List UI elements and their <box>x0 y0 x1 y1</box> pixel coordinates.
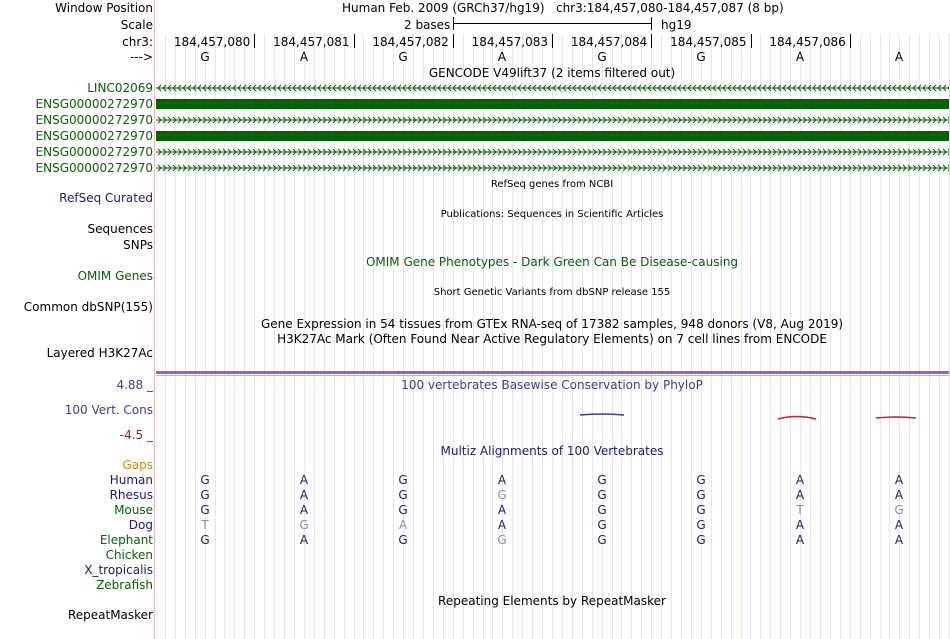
species-base: G <box>398 488 408 502</box>
coordinate-label: 184,457,084 <box>570 35 648 49</box>
conservation-wiggle <box>156 405 949 425</box>
species-base: A <box>497 473 507 487</box>
assembly-name: Human Feb. 2009 (GRCh37/hg19) <box>342 1 545 15</box>
species-base: T <box>201 518 209 532</box>
reference-base: A <box>299 50 309 64</box>
species-base: A <box>299 533 309 547</box>
species-label[interactable]: Mouse <box>114 503 153 517</box>
species-base: G <box>696 488 706 502</box>
conservation-min-label: -4.5 _ <box>119 428 153 442</box>
reference-base: G <box>696 50 706 64</box>
scale-bar <box>453 17 652 31</box>
species-base: A <box>795 473 805 487</box>
scale-text: 2 bases <box>404 18 451 32</box>
gtex-track-title[interactable]: Gene Expression in 54 tissues from GTEx RNA-seq of 17382 samples, 948 donors (V8, Aug 2019) <box>260 317 844 331</box>
common-dbsnp-label[interactable]: Common dbSNP(155) <box>23 300 153 314</box>
species-base: G <box>200 533 210 547</box>
species-base: A <box>795 518 805 532</box>
refseq-track-title[interactable]: RefSeq genes from NCBI <box>490 179 614 190</box>
repeatmasker-label[interactable]: RepeatMasker <box>67 608 153 622</box>
species-base: G <box>696 533 706 547</box>
species-base: G <box>200 473 210 487</box>
species-base: G <box>597 488 607 502</box>
species-base: G <box>597 473 607 487</box>
gencode-exon-bar[interactable] <box>156 99 949 109</box>
gencode-exon-bar[interactable] <box>156 131 949 141</box>
window-position-label: Window Position <box>55 1 153 15</box>
h3k27ac-divider <box>156 371 949 374</box>
species-base: A <box>894 488 904 502</box>
species-base: G <box>696 518 706 532</box>
omim-genes-label[interactable]: OMIM Genes <box>77 269 153 283</box>
coordinate-tick <box>850 34 851 48</box>
gencode-intron-arrows[interactable] <box>156 115 949 125</box>
species-base: G <box>696 473 706 487</box>
h3k27ac-track-title[interactable]: H3K27Ac Mark (Often Found Near Active Regulatory Elements) on 7 cell lines from ENCODE <box>277 332 827 346</box>
coordinate-tick <box>651 34 652 48</box>
coordinate-label: 184,457,081 <box>273 35 350 49</box>
publications-track-title[interactable]: Publications: Sequences in Scientific Articles <box>440 209 664 220</box>
species-base: G <box>597 503 607 517</box>
coordinate-label: 184,457,086 <box>769 35 846 49</box>
species-label[interactable]: Chicken <box>105 548 153 562</box>
species-base: A <box>398 518 408 532</box>
coordinate-tick <box>751 34 752 48</box>
position-text: chr3:184,457,080-184,457,087 (8 bp) <box>555 1 784 15</box>
reference-base: A <box>497 50 507 64</box>
gencode-intron-arrows[interactable] <box>156 83 949 93</box>
gaps-label[interactable]: Gaps <box>122 458 153 472</box>
gencode-item-label[interactable]: ENSG00000272970 <box>35 161 153 175</box>
gencode-item-label[interactable]: ENSG00000272970 <box>35 97 153 111</box>
refseq-curated-label[interactable]: RefSeq Curated <box>59 191 153 205</box>
species-base: A <box>497 518 507 532</box>
species-label[interactable]: Human <box>109 473 153 487</box>
species-label[interactable]: Elephant <box>99 533 153 547</box>
species-base: A <box>299 473 309 487</box>
coordinate-tick <box>354 34 355 48</box>
species-base: A <box>497 503 507 517</box>
scale-assembly: hg19 <box>661 18 692 32</box>
species-base: A <box>894 533 904 547</box>
species-base: G <box>597 533 607 547</box>
h3k27ac-divider-lower <box>156 375 949 376</box>
species-base: G <box>497 488 507 502</box>
conservation-negative-signal-1 <box>778 417 816 420</box>
reference-base: G <box>597 50 607 64</box>
species-base: A <box>299 488 309 502</box>
species-label[interactable]: Dog <box>128 518 153 532</box>
reference-base: G <box>200 50 210 64</box>
dbsnp-track-title[interactable]: Short Genetic Variants from dbSNP release 155 <box>433 287 671 298</box>
chrom-label: chr3: <box>122 35 153 49</box>
species-base: T <box>796 503 804 517</box>
gencode-item-label[interactable]: ENSG00000272970 <box>35 129 153 143</box>
coordinate-label: 184,457,083 <box>471 35 548 49</box>
coordinate-tick <box>254 34 255 48</box>
conservation-max-label: 4.88 _ <box>116 378 153 392</box>
conservation-positive-signal <box>580 414 624 415</box>
gencode-intron-arrows[interactable] <box>156 147 949 157</box>
conservation-track-title[interactable]: 100 vertebrates Basewise Conservation by PhyloP <box>401 378 703 392</box>
species-label[interactable]: Zebrafish <box>96 578 153 592</box>
gencode-track-title[interactable]: GENCODE V49lift37 (2 items filtered out) <box>428 66 676 80</box>
gencode-item-label[interactable]: LINC02069 <box>87 81 153 95</box>
coordinate-label: 184,457,080 <box>173 35 251 49</box>
species-base: G <box>299 518 309 532</box>
snps-label[interactable]: SNPs <box>123 238 153 252</box>
label-divider <box>154 0 155 639</box>
species-base: G <box>597 518 607 532</box>
reference-base: A <box>894 50 904 64</box>
sequences-label[interactable]: Sequences <box>87 222 153 236</box>
strand-label: ---> <box>129 50 153 64</box>
gencode-item-label[interactable]: ENSG00000272970 <box>35 113 153 127</box>
species-base: G <box>398 533 408 547</box>
coordinate-tick <box>453 34 454 48</box>
species-label[interactable]: Rhesus <box>109 488 153 502</box>
species-base: G <box>200 488 210 502</box>
species-base: G <box>497 533 507 547</box>
conservation-label[interactable]: 100 Vert. Cons <box>64 403 153 417</box>
species-base: G <box>894 503 904 517</box>
coordinate-label: 184,457,085 <box>670 35 747 49</box>
species-base: G <box>398 473 408 487</box>
conservation-negative-signal-2 <box>876 417 916 418</box>
species-base: G <box>200 503 210 517</box>
coordinate-tick <box>552 34 553 48</box>
species-base: A <box>795 488 805 502</box>
omim-track-title[interactable]: OMIM Gene Phenotypes - Dark Green Can Be Disease-causing <box>365 255 739 269</box>
species-base: G <box>398 503 408 517</box>
reference-base: G <box>398 50 408 64</box>
species-base: A <box>894 473 904 487</box>
repeatmasker-track-title[interactable]: Repeating Elements by RepeatMasker <box>438 594 666 608</box>
species-base: A <box>894 518 904 532</box>
coordinate-label: 184,457,082 <box>372 35 449 49</box>
multiz-track-title[interactable]: Multiz Alignments of 100 Vertebrates <box>440 444 664 458</box>
gencode-intron-arrows[interactable] <box>156 163 949 173</box>
reference-base: A <box>795 50 805 64</box>
species-base: G <box>696 503 706 517</box>
species-base: A <box>795 533 805 547</box>
assembly-position[interactable] <box>342 1 784 15</box>
species-base: A <box>299 503 309 517</box>
species-label[interactable]: X_tropicalis <box>84 563 153 577</box>
scale-label: Scale <box>120 18 153 32</box>
gencode-item-label[interactable]: ENSG00000272970 <box>35 145 153 159</box>
layered-h3k27ac-label[interactable]: Layered H3K27Ac <box>46 346 153 360</box>
